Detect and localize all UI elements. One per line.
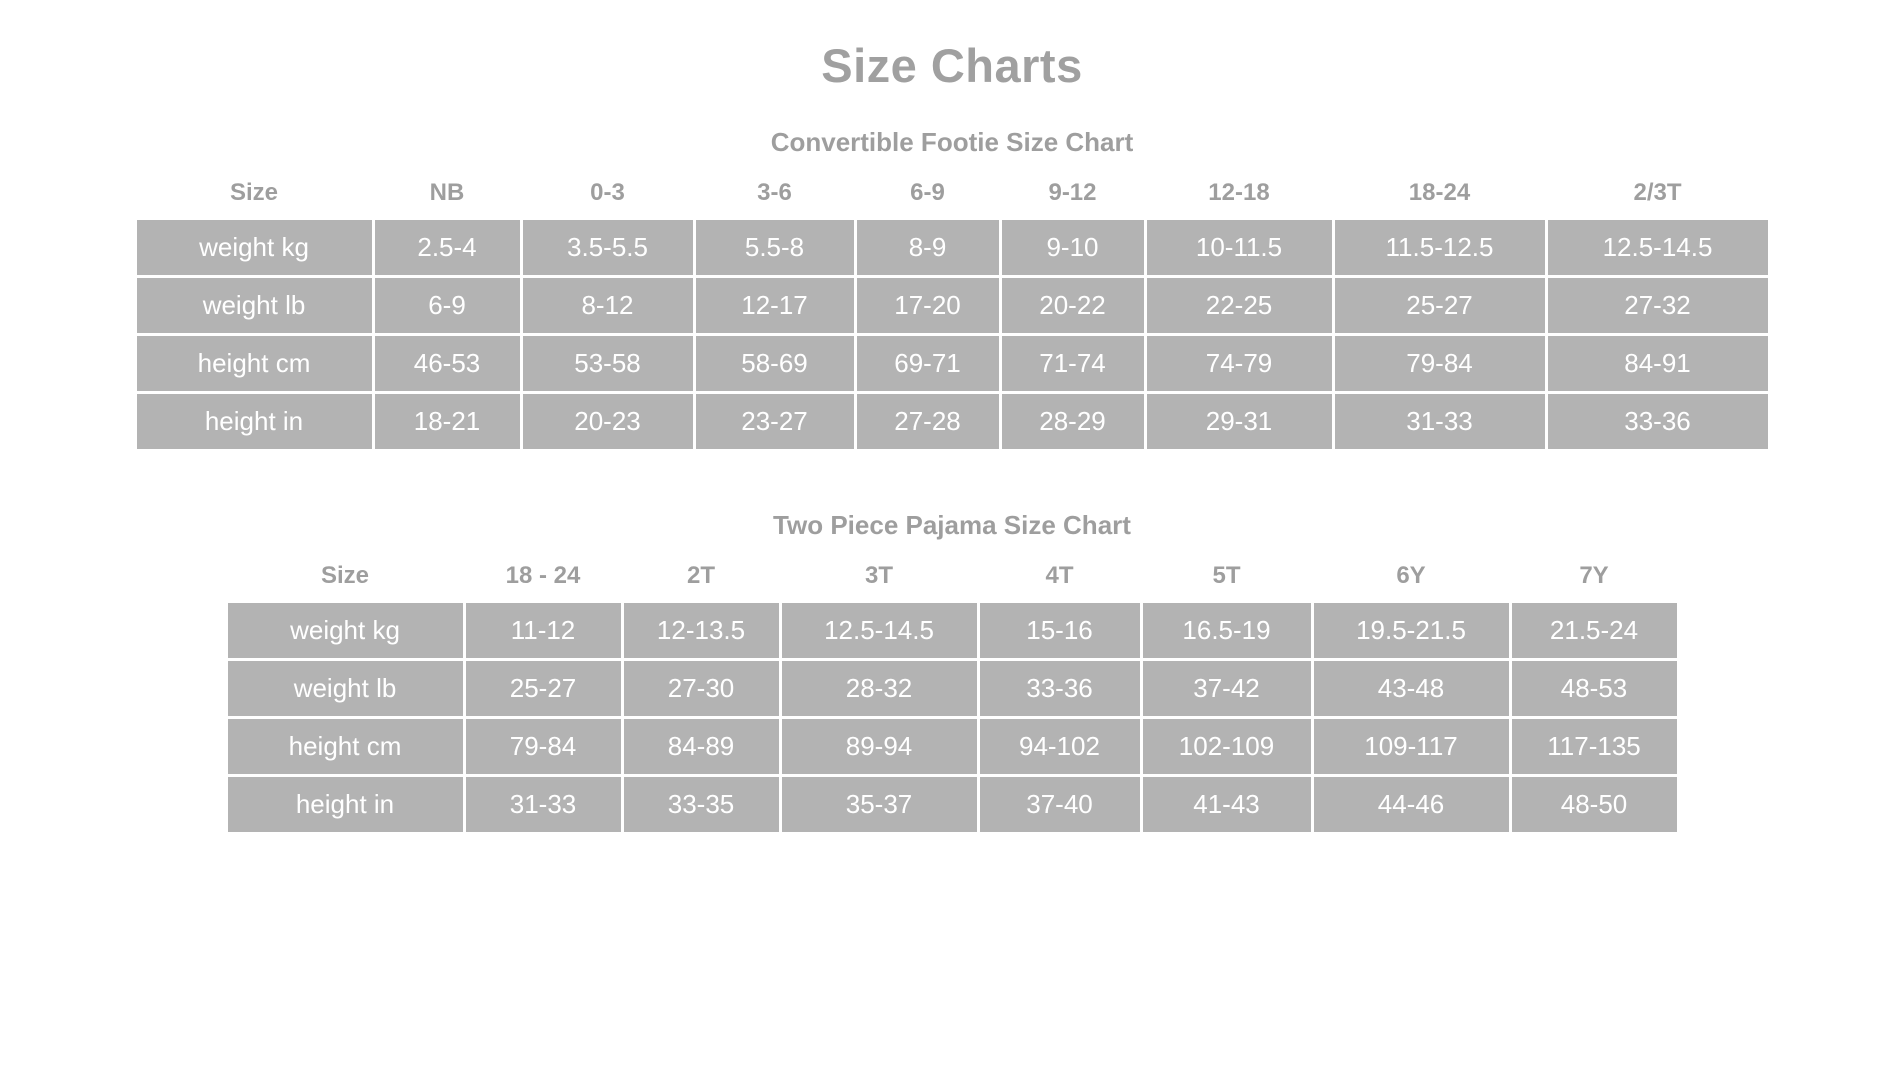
table-header-row [137,173,1768,217]
header-col-nb: NB [429,179,465,206]
row-label-weight-kg: weight kg [137,220,372,275]
cell: 25-27 [1335,278,1545,333]
cell: 33-35 [624,777,779,832]
two-piece-pajama-chart [0,510,1904,835]
table-row [137,278,1768,333]
table-header-row [228,556,1677,600]
cell: 102-109 [1143,719,1311,774]
header-col-12-18: 12-18 [1208,179,1270,206]
table-row [228,777,1677,832]
cell: 12-17 [696,278,854,333]
cell: 84-91 [1548,336,1768,391]
header-col-2t: 2T [686,562,715,589]
cell: 109-117 [1314,719,1509,774]
cell: 44-46 [1314,777,1509,832]
row-label-weight-lb: weight lb [228,661,463,716]
header-col-2-3t: 2/3T [1633,179,1682,206]
cell: 5.5-8 [696,220,854,275]
cell: 19.5-21.5 [1314,603,1509,658]
cell: 15-16 [980,603,1140,658]
table-row [228,719,1677,774]
cell: 21.5-24 [1512,603,1677,658]
cell: 37-40 [980,777,1140,832]
cell: 11.5-12.5 [1335,220,1545,275]
header-col-0-3: 0-3 [590,179,625,206]
cell: 12.5-14.5 [1548,220,1768,275]
cell: 53-58 [523,336,693,391]
chart-title-pajama: Two Piece Pajama Size Chart [773,510,1131,540]
cell: 20-22 [1002,278,1144,333]
page-title: Size Charts [821,39,1083,92]
cell: 3.5-5.5 [523,220,693,275]
table-row [137,394,1768,449]
header-size: Size [229,179,279,206]
row-label-weight-lb: weight lb [137,278,372,333]
cell: 71-74 [1002,336,1144,391]
header-col-18-24: 18-24 [1408,179,1471,206]
cell: 37-42 [1143,661,1311,716]
header-col-6-9: 6-9 [910,179,945,206]
convertible-footie-chart [0,127,1904,452]
cell: 28-29 [1002,394,1144,449]
table-row [228,661,1677,716]
cell: 33-36 [1548,394,1768,449]
header-col-3-6: 3-6 [757,179,792,206]
cell: 35-37 [782,777,977,832]
header-col-5t: 5T [1212,562,1241,589]
cell: 8-9 [857,220,999,275]
header-col-6y: 6Y [1396,562,1426,589]
cell: 2.5-4 [375,220,520,275]
chart-title-footie: Convertible Footie Size Chart [770,127,1134,157]
cell: 12.5-14.5 [782,603,977,658]
header-col-9-12: 9-12 [1048,179,1097,206]
cell: 48-50 [1512,777,1677,832]
row-label-height-in: height in [137,394,372,449]
cell: 74-79 [1147,336,1332,391]
cell: 31-33 [466,777,621,832]
cell: 6-9 [375,278,520,333]
cell: 79-84 [1335,336,1545,391]
pajama-table-head [228,556,1677,600]
cell: 16.5-19 [1143,603,1311,658]
cell: 43-48 [1314,661,1509,716]
cell: 9-10 [1002,220,1144,275]
cell: 28-32 [782,661,977,716]
cell: 27-28 [857,394,999,449]
cell: 31-33 [1335,394,1545,449]
cell: 18-21 [375,394,520,449]
footie-table-head [137,173,1768,217]
row-label-height-cm: height cm [228,719,463,774]
cell: 20-23 [523,394,693,449]
cell: 17-20 [857,278,999,333]
table-row [137,220,1768,275]
cell: 29-31 [1147,394,1332,449]
cell: 27-30 [624,661,779,716]
cell: 48-53 [1512,661,1677,716]
cell: 89-94 [782,719,977,774]
cell: 11-12 [466,603,621,658]
cell: 94-102 [980,719,1140,774]
table-row [137,336,1768,391]
row-label-height-in: height in [228,777,463,832]
pajama-table-body [228,603,1677,832]
cell: 69-71 [857,336,999,391]
row-label-height-cm: height cm [137,336,372,391]
footie-size-table [134,170,1771,452]
cell: 117-135 [1512,719,1677,774]
header-col-18-24: 18 - 24 [505,562,581,589]
cell: 23-27 [696,394,854,449]
cell: 22-25 [1147,278,1332,333]
cell: 33-36 [980,661,1140,716]
cell: 41-43 [1143,777,1311,832]
cell: 27-32 [1548,278,1768,333]
header-col-4t: 4T [1045,562,1074,589]
header-size: Size [320,562,370,589]
footie-table-body [137,220,1768,449]
pajama-size-table [225,553,1680,835]
cell: 12-13.5 [624,603,779,658]
cell: 8-12 [523,278,693,333]
cell: 58-69 [696,336,854,391]
table-row [228,603,1677,658]
header-col-7y: 7Y [1579,562,1609,589]
header-col-3t: 3T [864,562,893,589]
cell: 46-53 [375,336,520,391]
row-label-weight-kg: weight kg [228,603,463,658]
cell: 10-11.5 [1147,220,1332,275]
cell: 25-27 [466,661,621,716]
cell: 79-84 [466,719,621,774]
cell: 84-89 [624,719,779,774]
